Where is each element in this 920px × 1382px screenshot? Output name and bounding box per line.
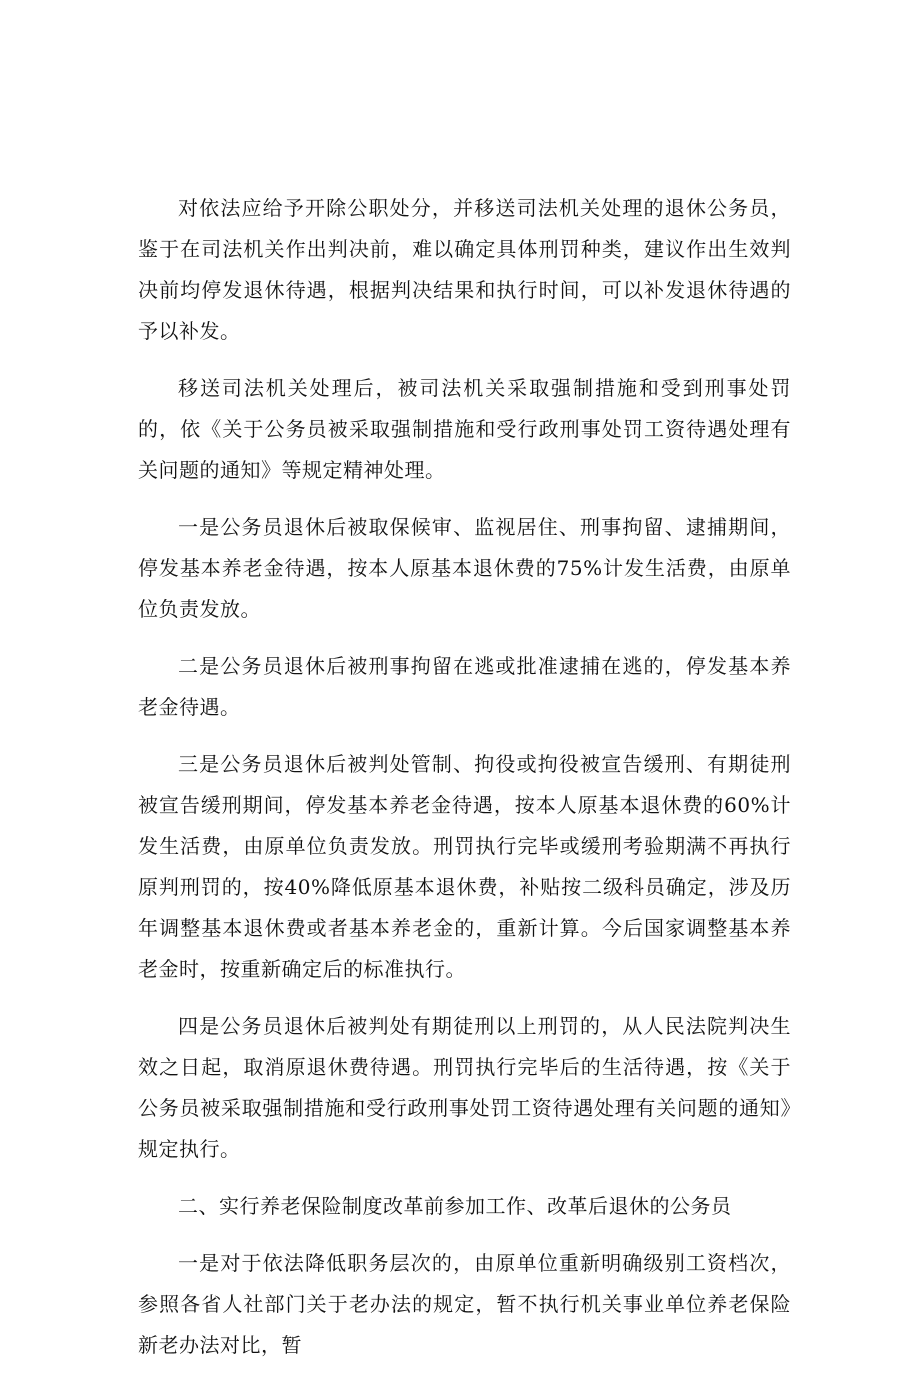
paragraph-item-two-fugitive: 二是公务员退休后被刑事拘留在逃或批准逮捕在逃的，停发基本养老金待遇。 [138,654,791,719]
section-heading: 二、实行养老保险制度改革前参加工作、改革后退休的公务员 [178,1194,732,1218]
paragraph-demotion: 一是对于依法降低职务层次的，由原单位重新明确级别工资档次，参照各省人社部门关于老办法的规定，暂不执行机关事业单位养老保险新老办法对比，暂 [138,1251,791,1357]
paragraph-item-three-probation: 三是公务员退休后被判处管制、拘役或拘役被宣告缓刑、有期徒刑被宣告缓刑期间，停发基本养老金待遇，按本人原基本退休费的60%计发生活费，由原单位负责发放。刑罚执行完毕或缓刑考验期满不再执行原判刑罚的，按40%降低原基本退休费，补贴按二级科员确定，涉及历年调整基本退休费或者基本养老金的，重新计算。今后国家调整基本养老金时，按重新确定后的标准执行。 [138,752,791,981]
paragraph-item-one-detention: 一是公务员退休后被取保候审、监视居住、刑事拘留、逮捕期间，停发基本养老金待遇，按本人原基本退休费的75%计发生活费，由原单位负责发放。 [138,515,791,621]
paragraph-dismissal-referral: 对依法应给予开除公职处分，并移送司法机关处理的退休公务员，鉴于在司法机关作出判决前，难以确定具体刑罚种类，建议作出生效判决前均停发退休待遇，根据判决结果和执行时间，可以补发退休待遇的予以补发。 [138,196,791,343]
paragraph-item-four-imprisonment: 四是公务员退休后被判处有期徒刑以上刑罚的，从人民法院判决生效之日起，取消原退休费待遇。刑罚执行完毕后的生活待遇，按《关于公务员被采取强制措施和受行政刑事处罚工资待遇处理有关问题的通知》规定执行。 [138,1014,791,1161]
document-body [138,188,791,1382]
paragraph-judicial-measures: 移送司法机关处理后，被司法机关采取强制措施和受到刑事处罚的，依《关于公务员被采取强制措施和受行政刑事处罚工资待遇处理有关问题的通知》等规定精神处理。 [138,376,791,482]
